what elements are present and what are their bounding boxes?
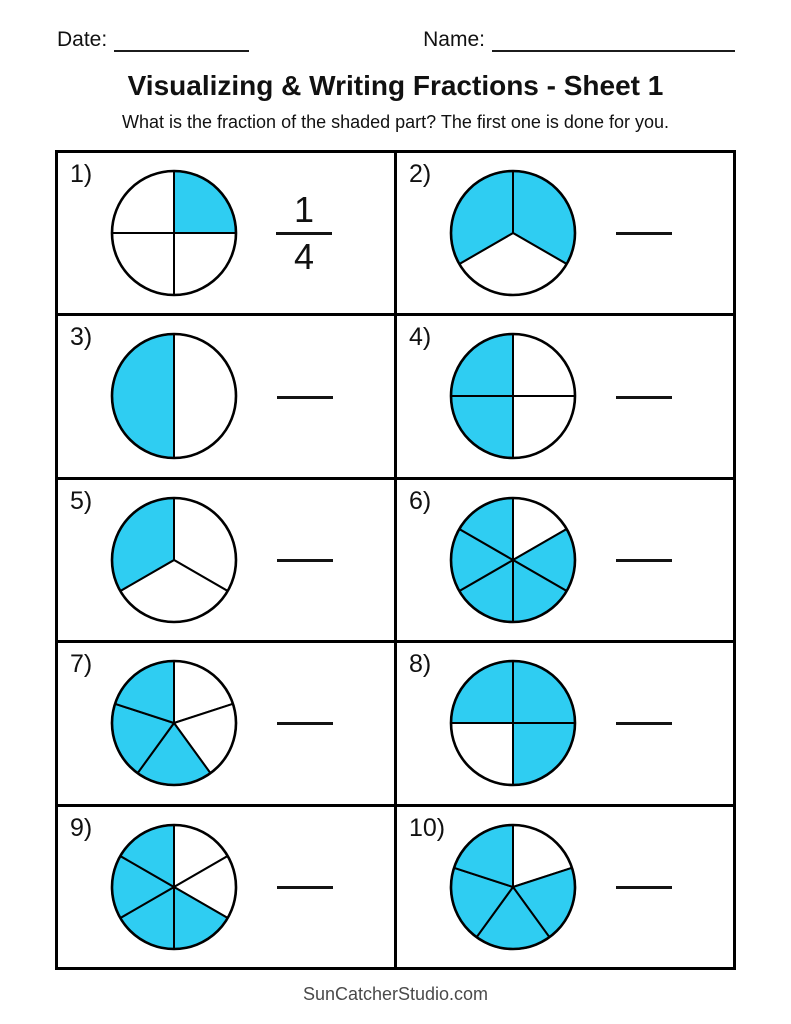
name-input-line[interactable] (492, 30, 735, 52)
answer-blank-line[interactable] (277, 722, 333, 725)
fraction-denominator: 4 (293, 235, 315, 277)
problem-cell-5 (58, 480, 394, 640)
problem-cell-7 (58, 643, 394, 803)
problem-cell-8 (397, 643, 733, 803)
pie-slice-shaded (112, 334, 174, 458)
problem-number: 1) (70, 160, 93, 188)
problem-number: 3) (70, 323, 93, 352)
problem-number: 7) (70, 650, 93, 679)
fraction-pie-chart (447, 167, 579, 299)
answer-blank-line[interactable] (616, 559, 672, 562)
date-input-line[interactable] (114, 30, 249, 52)
date-label: Date: (57, 28, 108, 51)
date-field (57, 28, 249, 52)
fraction-pie-chart (108, 330, 240, 462)
fraction-pie-chart (447, 821, 579, 953)
header-row (57, 28, 735, 52)
fraction-pie-chart (108, 657, 240, 789)
problem-number: 4) (409, 323, 432, 352)
fraction-pie-chart (108, 821, 240, 953)
footer-credit: SunCatcherStudio.com (302, 984, 489, 1004)
fraction-numerator: 1 (293, 188, 315, 230)
fraction-pie-chart (108, 167, 240, 299)
problem-cell-6 (397, 480, 733, 640)
fraction-pie-chart (447, 494, 579, 626)
fraction-pie-chart (108, 494, 240, 626)
problem-cell-4 (397, 316, 733, 476)
fraction-bar (276, 232, 332, 235)
answer-blank-line[interactable] (277, 396, 333, 399)
problem-number: 10) (409, 813, 446, 842)
fraction-pie-chart (447, 657, 579, 789)
problems-grid (55, 150, 736, 970)
pie-slice-unshaded (174, 334, 236, 458)
problem-number: 8) (409, 650, 432, 679)
problem-number: 5) (70, 486, 93, 515)
problem-cell-9 (58, 807, 394, 967)
answer-blank-line[interactable] (616, 396, 672, 399)
problem-cell-10 (397, 807, 733, 967)
problem-cell-2 (397, 153, 733, 313)
name-field (423, 28, 735, 52)
problem-cell-1 (58, 153, 394, 313)
answer-blank-line[interactable] (616, 886, 672, 889)
problem-number: 2) (409, 160, 432, 188)
problem-cell-3 (58, 316, 394, 476)
name-label: Name: (423, 28, 485, 51)
problem-number: 9) (70, 813, 93, 842)
fraction-pie-chart (447, 330, 579, 462)
answer-blank-line[interactable] (616, 232, 672, 235)
page-title: Visualizing & Writing Fractions - Sheet 1 (127, 70, 664, 101)
problem-number: 6) (409, 486, 432, 515)
answer-blank-line[interactable] (277, 559, 333, 562)
answer-blank-line[interactable] (277, 886, 333, 889)
answer-blank-line[interactable] (616, 722, 672, 725)
answer-fraction (270, 153, 338, 313)
instructions-text: What is the fraction of the shaded part? The first one is done for you. (122, 112, 669, 132)
